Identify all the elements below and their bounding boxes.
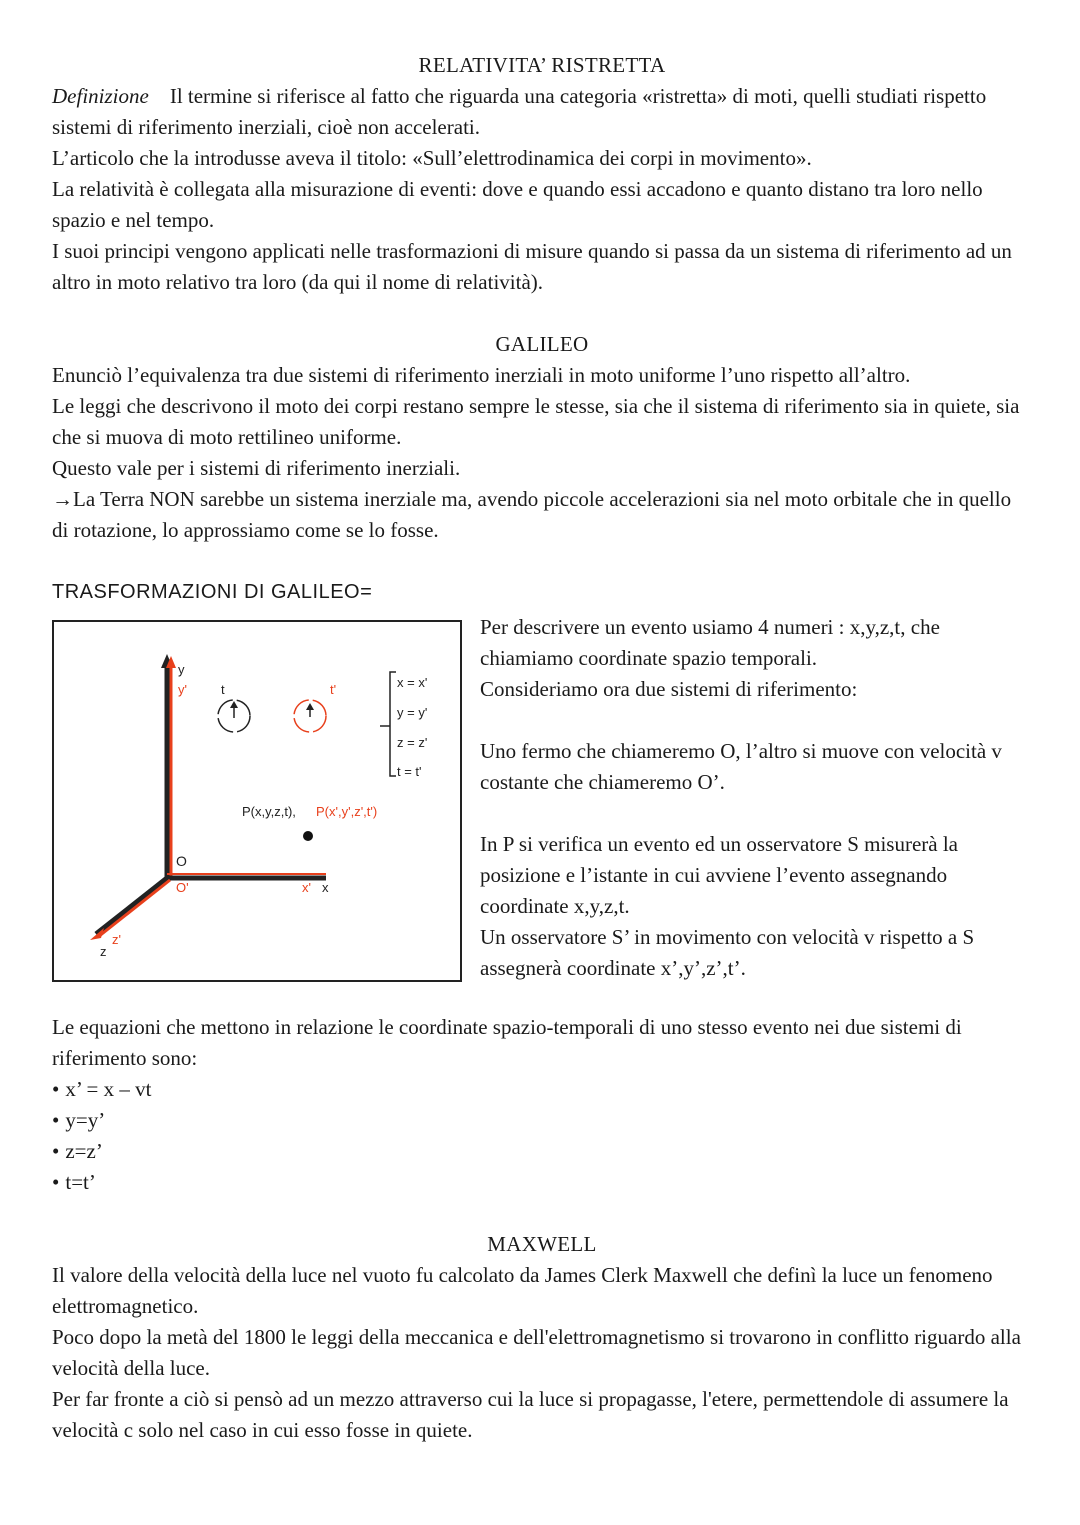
clock-icon — [218, 700, 250, 732]
side-line-6: In P si verifica un evento ed un osservatore S misurerà la posizione e l’istante in cui avviene l’evento assegnando coordinate x,y,z,t. — [480, 832, 958, 918]
equation-list — [52, 1074, 1032, 1198]
equation-bracket — [390, 672, 396, 776]
y-label: y — [178, 662, 185, 677]
eq-x: x = x' — [397, 675, 428, 690]
maxwell-line-1: Il valore della velocità della luce nel vuoto fu calcolato da James Clerk Maxwell che definì la luce un fenomeno elettromagnetico. — [52, 1263, 993, 1318]
y-prime-label: y' — [178, 682, 187, 697]
equation-y: • y=y’ — [52, 1105, 1032, 1136]
galileo-line-4: →La Terra NON sarebbe un sistema inerziale ma, avendo piccole accelerazioni sia nel moto orbitale che in quello di rotazione, lo approssiamo come se lo fosse. — [52, 487, 1012, 542]
clock-prime-icon — [294, 700, 326, 732]
galileo-diagram — [52, 620, 462, 982]
side-line-2: Consideriamo ora due sistemi di riferimento: — [480, 677, 858, 701]
transform-description — [480, 612, 1030, 984]
event-point — [303, 831, 313, 841]
side-line-4: Uno fermo che chiameremo O, l’altro si muove con velocità v costante che chiameremo O’. — [480, 739, 1002, 794]
x-label: x — [322, 880, 329, 895]
origin-prime-label: O' — [176, 880, 189, 895]
maxwell-heading: MAXWELL — [487, 1232, 597, 1256]
equations-intro: Le equazioni che mettono in relazione le coordinate spazio-temporali di uno stesso evento nei due sistemi di riferimento sono: — [52, 1015, 962, 1070]
origin-label: O — [176, 853, 187, 869]
intro-line-2: L’articolo che la introdusse aveva il titolo: «Sull’elettrodinamica dei corpi in movimento». — [52, 146, 812, 170]
side-line-7: Un osservatore S’ in movimento con velocità v rispetto a S assegnerà coordinate x’,y’,z’,t’. — [480, 925, 975, 980]
eq-y: y = y' — [397, 705, 428, 720]
z-axis — [96, 878, 167, 934]
transform-heading: TRASFORMAZIONI DI GALILEO= — [52, 581, 373, 603]
equation-z: • z=z’ — [52, 1136, 1032, 1167]
side-line-1: Per descrivere un evento usiamo 4 numeri : x,y,z,t, che chiamiamo coordinate spazio temporali. — [480, 615, 940, 670]
x-prime-label: x' — [302, 880, 311, 895]
clock-t-label: t — [221, 682, 225, 697]
intro-line-4: I suoi principi vengono applicati nelle trasformazioni di misure quando si passa da un sistema di riferimento ad un altro in moto relativo tra loro (da qui il nome di relatività). — [52, 239, 1012, 294]
coordinate-diagram-svg — [54, 622, 460, 980]
equation-t: • t=t’ — [52, 1167, 1032, 1198]
eq-z: z = z' — [397, 735, 428, 750]
eq-t: t = t' — [397, 764, 422, 779]
intro-line-1: Il termine si riferisce al fatto che riguarda una categoria «ristretta» di moti, quelli studiati rispetto sistemi di riferimento inerziali, cioè non accelerati. — [52, 84, 987, 139]
intro-line-3: La relatività è collegata alla misurazione di eventi: dove e quando essi accadono e quanto distano tra loro nello spazio e nel tempo. — [52, 177, 983, 232]
intro-paragraph-1 — [52, 81, 1032, 143]
document-title: RELATIVITA’ RISTRETTA — [418, 53, 666, 77]
equation-x: • x’ = x – vt — [52, 1074, 1032, 1105]
transform-section — [52, 612, 1032, 984]
point-label: P(x,y,z,t), — [242, 804, 296, 819]
galileo-line-3: Questo vale per i sistemi di riferimento inerziali. — [52, 456, 461, 480]
maxwell-line-3: Per far fronte a ciò si pensò ad un mezzo attraverso cui la luce si propagasse, l'etere, permettendole di assumere la velocità c solo nel caso in cui esso fosse in quiete. — [52, 1387, 1009, 1442]
galileo-line-1: Enunciò l’equivalenza tra due sistemi di riferimento inerziali in moto uniforme l’uno rispetto all’altro. — [52, 363, 911, 387]
point-prime-label: P(x',y',z',t') — [316, 804, 378, 819]
clock-t-prime-label: t' — [330, 682, 337, 697]
definition-label: Definizione — [52, 84, 149, 108]
galileo-heading: GALILEO — [495, 332, 589, 356]
document-page — [52, 50, 1032, 1446]
z-prime-axis — [98, 880, 170, 937]
maxwell-line-2: Poco dopo la metà del 1800 le leggi della meccanica e dell'elettromagnetismo si trovarono in conflitto riguardo alla velocità della luce. — [52, 1325, 1021, 1380]
galileo-line-2: Le leggi che descrivono il moto dei corpi restano sempre le stesse, sia che il sistema di riferimento sia in quiete, sia che si muova di moto rettilineo uniforme. — [52, 394, 1020, 449]
z-label: z — [100, 944, 107, 959]
z-prime-label: z' — [112, 932, 121, 947]
